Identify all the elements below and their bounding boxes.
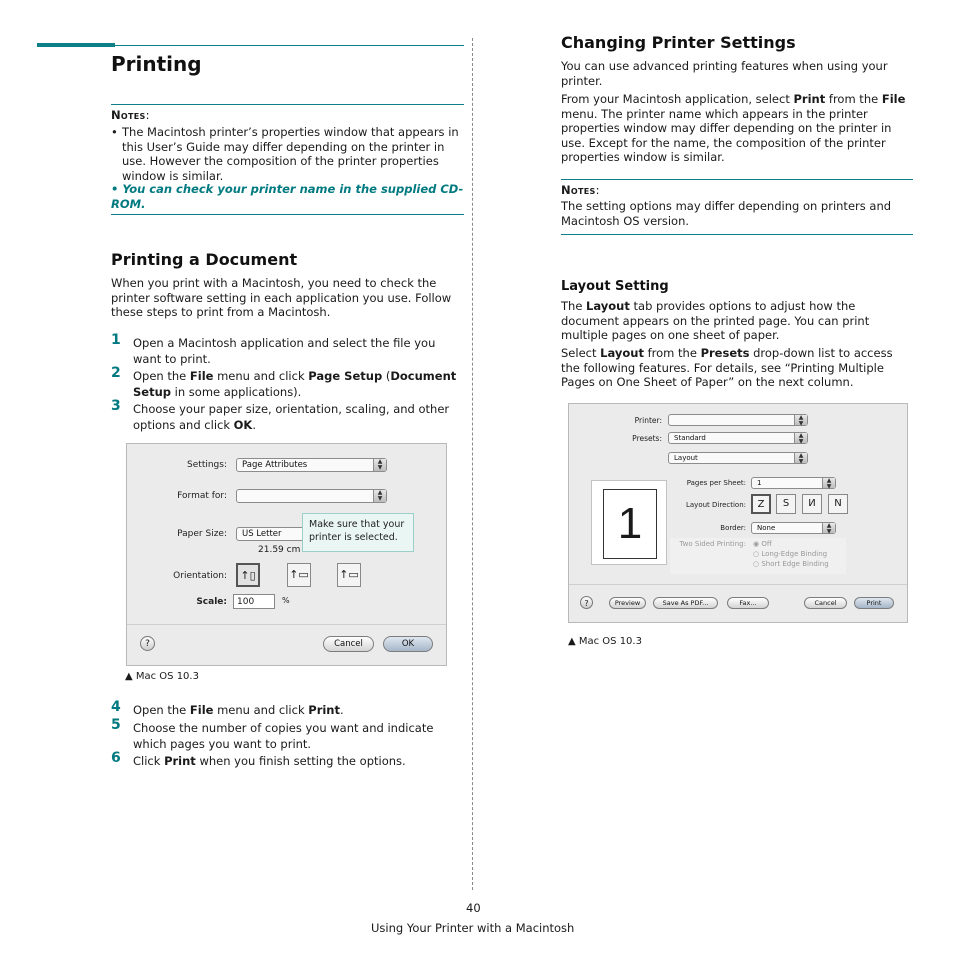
step-number: 4	[111, 699, 121, 715]
step-text: Click Print when you finish setting the options.	[133, 754, 406, 768]
callout-tooltip: Make sure that your printer is selected.	[302, 513, 414, 552]
radio-short-edge[interactable]: ○ Short Edge Binding	[753, 560, 829, 568]
step-text: Choose your paper size, orientation, scaling, and other options and click OK.	[133, 402, 450, 432]
landscape-orientation-icon[interactable]: ↑▭	[287, 563, 311, 587]
paper-size-label: Paper Size:	[177, 529, 227, 539]
two-sided-label: Two Sided Printing:	[679, 540, 746, 548]
radio-icon: ○	[753, 560, 760, 568]
format-for-popup[interactable]	[236, 489, 387, 503]
presets-label: Presets:	[632, 434, 662, 443]
orientation-label: Orientation:	[173, 571, 227, 581]
pages-per-sheet-label: Pages per Sheet:	[686, 479, 746, 487]
step-text: Open the File menu and click Page Setup (Document Setup in some applications).	[133, 369, 457, 399]
reverse-landscape-orientation-icon[interactable]: ↑▭	[337, 563, 361, 587]
paragraph: Select Layout from the Presets drop-down list to access the following features. For details, see “Printing Multiple Pages on One Sheet of Paper” on the next column.	[561, 346, 893, 389]
paragraph: You can use advanced printing features when using your printer.	[561, 59, 888, 88]
layout-direction-label: Layout Direction:	[685, 501, 746, 509]
portrait-orientation-icon[interactable]: ↑▯	[236, 563, 260, 587]
direction-z-icon[interactable]: Z	[751, 494, 771, 514]
title-accent-bar	[37, 43, 115, 47]
note-text: The setting options may differ depending on printers and Macintosh OS version.	[561, 199, 892, 228]
layout-preview	[591, 480, 667, 565]
settings-label: Settings:	[187, 460, 227, 470]
step-number: 1	[111, 332, 121, 348]
scale-unit: %	[282, 596, 290, 605]
popup-arrows-icon: ▲ ▼	[822, 478, 835, 488]
step-text: Open a Macintosh application and select the file you want to print.	[133, 336, 436, 366]
direction-s-icon[interactable]: S	[776, 494, 796, 514]
note-link-text: • You can check your printer name in the supplied CD-ROM.	[111, 182, 464, 211]
popup-arrows-icon: ▲ ▼	[373, 459, 386, 471]
page-setup-dialog	[126, 443, 447, 666]
notes-label: Notes:	[111, 108, 150, 122]
popup-arrows-icon: ▲ ▼	[794, 453, 807, 463]
print-dialog	[568, 403, 908, 623]
radio-long-edge[interactable]: ○ Long-Edge Binding	[753, 550, 828, 558]
figure-caption: ▲ Mac OS 10.3	[125, 671, 199, 682]
paragraph: The Layout tab provides options to adjust how the document appears on the printed page. You can print multiple pages on one sheet of paper.	[561, 299, 870, 342]
section-title: Changing Printer Settings	[561, 33, 796, 52]
step-number: 2	[111, 365, 121, 381]
note-text: The Macintosh printer’s properties window that appears in this User’s Guide may differ depending on the printer in use. However the composition of the printer properties window is similar.	[122, 125, 459, 183]
help-icon[interactable]: ?	[140, 636, 155, 651]
subsection-title: Layout Setting	[561, 279, 669, 294]
save-as-pdf-button[interactable]: Save As PDF...	[653, 597, 718, 609]
intro-paragraph: When you print with a Macintosh, you need to check the printer software setting in each application you use. Follow these steps to print from a Macintosh.	[111, 276, 452, 319]
cancel-button[interactable]: Cancel	[804, 597, 847, 609]
popup-arrows-icon: ▲ ▼	[822, 523, 835, 533]
popup-arrows-icon: ▲ ▼	[373, 490, 386, 502]
step-number: 6	[111, 750, 121, 766]
notes-label: Notes:	[561, 183, 600, 197]
scale-label: Scale:	[196, 597, 227, 607]
note-bullet: •	[111, 125, 118, 139]
popup-arrows-icon: ▲ ▼	[794, 415, 807, 425]
settings-popup[interactable]: Page Attributes ▲ ▼	[236, 458, 387, 472]
figure-caption: ▲ Mac OS 10.3	[568, 636, 642, 647]
printer-popup[interactable]	[668, 414, 808, 426]
dialog-separator	[569, 584, 907, 585]
pages-per-sheet-popup[interactable]: 1 ▲ ▼	[751, 477, 836, 489]
border-label: Border:	[720, 524, 746, 532]
radio-off[interactable]: ◉ Off	[753, 540, 772, 548]
border-popup[interactable]: None ▲ ▼	[751, 522, 836, 534]
ok-button[interactable]: OK	[383, 636, 433, 652]
step-text: Open the File menu and click Print.	[133, 703, 344, 717]
printer-label: Printer:	[634, 416, 662, 425]
preview-button[interactable]: Preview	[609, 597, 646, 609]
title-rule	[115, 45, 464, 46]
step-text: Choose the number of copies you want and indicate which pages you want to print.	[133, 721, 434, 751]
direction-n-reverse-icon[interactable]: И	[802, 494, 822, 514]
column-divider	[472, 38, 473, 890]
radio-icon: ○	[753, 550, 760, 558]
section-title: Printing a Document	[111, 250, 298, 269]
presets-popup[interactable]: Standard ▲ ▼	[668, 432, 808, 444]
notes-top-rule	[111, 104, 464, 105]
scale-input[interactable]: 100	[233, 594, 275, 609]
step-number: 3	[111, 398, 121, 414]
notes-top-rule	[561, 179, 913, 180]
notes-bottom-rule	[561, 234, 913, 235]
step-number: 5	[111, 717, 121, 733]
radio-selected-icon: ◉	[753, 540, 760, 548]
page-number: 40	[466, 901, 481, 915]
notes-bottom-rule	[111, 214, 464, 215]
fax-button[interactable]: Fax...	[727, 597, 769, 609]
paper-size-popup[interactable]: US Letter	[236, 527, 316, 541]
direction-n-icon[interactable]: N	[828, 494, 848, 514]
dialog-separator	[127, 624, 446, 625]
paper-dimension: 21.59 cm	[258, 545, 301, 555]
panel-popup[interactable]: Layout ▲ ▼	[668, 452, 808, 464]
page-title: Printing	[111, 52, 202, 76]
format-for-label: Format for:	[177, 491, 227, 501]
help-icon[interactable]: ?	[580, 596, 593, 609]
paragraph: From your Macintosh application, select Print from the File menu. The printer name which appears in the printer properties window may differ depending on the printer in use. Except for the name, the composition of the printer properties window is similar.	[561, 92, 906, 164]
chapter-title: Using Your Printer with a Macintosh	[371, 921, 575, 935]
popup-arrows-icon: ▲ ▼	[794, 433, 807, 443]
print-button[interactable]: Print	[854, 597, 894, 609]
preview-page: 1	[603, 489, 657, 559]
cancel-button[interactable]: Cancel	[323, 636, 374, 652]
